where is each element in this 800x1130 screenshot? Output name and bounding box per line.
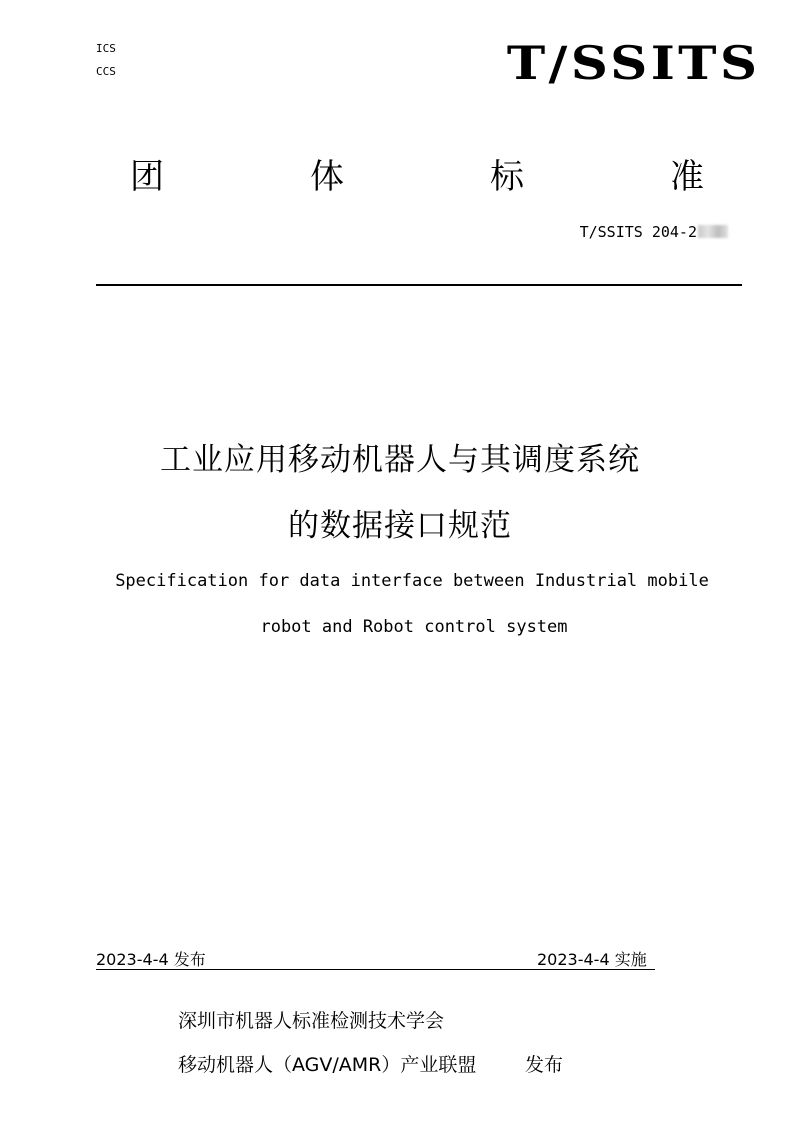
header-divider <box>96 284 742 286</box>
title-en-line2: robot and Robot control system <box>260 617 568 637</box>
standard-type-char: 准 <box>670 157 704 197</box>
title-zh-line1: 工业应用移动机器人与其调度系统 <box>160 442 640 478</box>
standard-number-text: T/SSITS 204-2 <box>579 223 697 241</box>
implement-date: 2023-4-4 实施 <box>537 950 647 969</box>
redacted-year <box>698 225 728 238</box>
ccs-label: CCS <box>96 65 116 78</box>
standard-number <box>580 222 728 242</box>
publish-date: 2023-4-4 发布 <box>96 950 206 969</box>
standard-type-char: 体 <box>310 157 344 197</box>
brand-code: T/SSITS <box>506 36 760 90</box>
standard-type-char: 团 <box>130 157 164 197</box>
publisher-org-1: 深圳市机器人标准检测技术学会 <box>178 1010 445 1032</box>
standard-type <box>130 156 704 198</box>
ics-label: ICS <box>96 42 116 55</box>
standard-type-char: 标 <box>490 157 524 197</box>
title-zh-line2: 的数据接口规范 <box>288 508 512 544</box>
publisher-org-2: 移动机器人（AGV/AMR）产业联盟 <box>178 1054 477 1076</box>
publish-action: 发布 <box>525 1054 564 1076</box>
title-en-line1: Specification for data interface between Industrial mobile <box>115 571 709 591</box>
date-underline <box>96 969 655 970</box>
